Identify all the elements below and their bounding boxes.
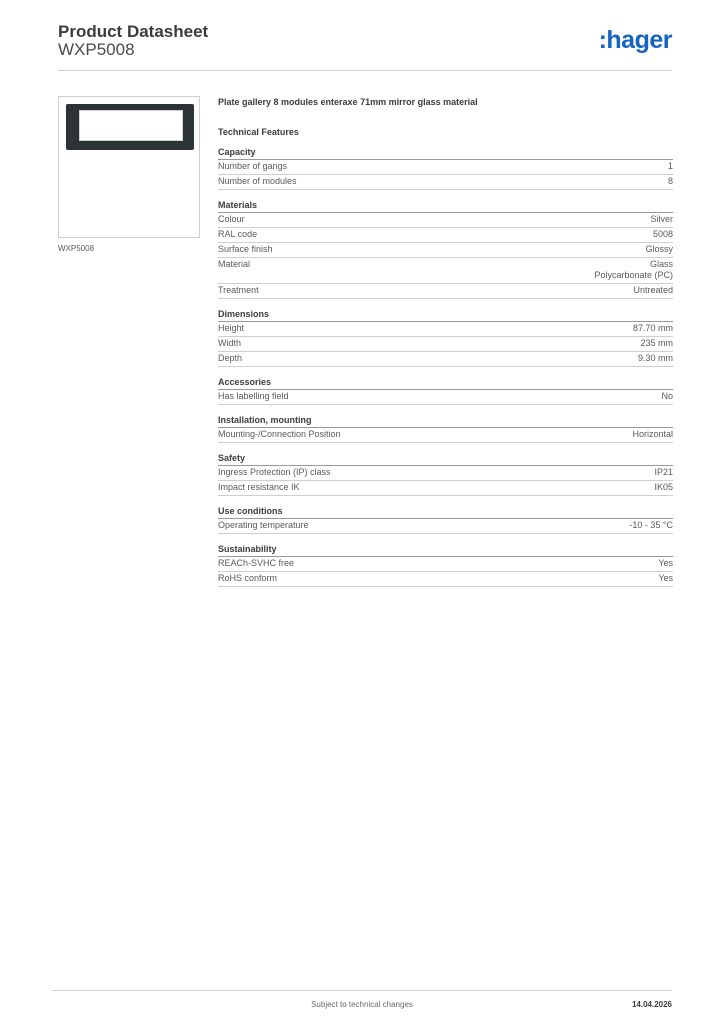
- feature-label: Colour: [218, 214, 245, 224]
- feature-row: [218, 557, 673, 572]
- feature-row: [218, 322, 673, 337]
- feature-row: [218, 428, 673, 443]
- feature-value: [654, 482, 673, 493]
- feature-section: [218, 375, 673, 405]
- feature-label: Width: [218, 338, 242, 348]
- feature-value-line: IK05: [654, 482, 673, 492]
- feature-value: [661, 391, 673, 402]
- hager-logo: :hager: [598, 26, 672, 54]
- feature-row: [218, 466, 673, 481]
- feature-section: [218, 413, 673, 443]
- feature-value-line: IP21: [654, 467, 673, 477]
- feature-label: Ingress Protection (IP) class: [218, 467, 331, 477]
- feature-row: [218, 160, 673, 175]
- feature-value: [633, 323, 673, 334]
- feature-label: Number of gangs: [218, 161, 288, 171]
- feature-label: Depth: [218, 353, 243, 363]
- datasheet-content: [218, 95, 673, 595]
- footer-note: Subject to technical changes: [311, 1000, 413, 1009]
- feature-label: Material: [218, 259, 251, 269]
- technical-features-heading: Technical Features: [218, 127, 299, 137]
- feature-row: [218, 284, 673, 299]
- feature-row: [218, 337, 673, 352]
- plate-window: [79, 110, 183, 141]
- feature-value-line: 87.70 mm: [632, 323, 673, 333]
- page-footer: [52, 990, 672, 1009]
- page-header: [58, 20, 672, 71]
- feature-row: [218, 390, 673, 405]
- feature-value-line: -10 - 35 °C: [629, 520, 673, 530]
- section-title: Installation, mounting: [218, 413, 673, 428]
- feature-label: RAL code: [218, 229, 258, 239]
- section-title: Materials: [218, 198, 673, 213]
- feature-label: REACh-SVHC free: [218, 558, 295, 568]
- feature-section: [218, 307, 673, 367]
- feature-row: [218, 519, 673, 534]
- feature-label: Mounting-/Connection Position: [218, 429, 341, 439]
- feature-section: [218, 198, 673, 299]
- feature-sections: [218, 145, 673, 587]
- footer-date: 14.04.2026: [631, 1000, 672, 1009]
- feature-value: [668, 176, 673, 187]
- feature-value-line: Glossy: [645, 244, 673, 254]
- feature-value-line: 5008: [652, 229, 673, 239]
- section-title: Capacity: [218, 145, 673, 160]
- feature-section: [218, 145, 673, 190]
- feature-value: [650, 214, 673, 225]
- section-title: Use conditions: [218, 504, 673, 519]
- feature-value-line: 9.30 mm: [637, 353, 673, 363]
- feature-label: Has labelling field: [218, 391, 289, 401]
- feature-value: [658, 558, 673, 569]
- feature-row: [218, 228, 673, 243]
- feature-value: [633, 285, 673, 296]
- feature-value: [640, 338, 673, 349]
- page-title: Product Datasheet: [58, 22, 209, 41]
- product-image-caption: WXP5008: [58, 244, 95, 253]
- feature-section: [218, 542, 673, 587]
- feature-value-line: Yes: [658, 558, 673, 568]
- feature-label: Surface finish: [218, 244, 273, 254]
- section-title: Safety: [218, 451, 673, 466]
- feature-value-line: Horizontal: [632, 429, 673, 439]
- feature-value: [658, 573, 673, 584]
- feature-value-line: Silver: [650, 214, 673, 224]
- feature-value: [654, 467, 673, 478]
- feature-row: [218, 572, 673, 587]
- product-image: [58, 96, 200, 238]
- feature-value: [594, 259, 673, 281]
- feature-label: Number of modules: [218, 176, 297, 186]
- feature-label: Operating temperature: [218, 520, 309, 530]
- product-code: WXP5008: [58, 40, 135, 59]
- section-title: Sustainability: [218, 542, 673, 557]
- feature-row: [218, 258, 673, 284]
- feature-value: [629, 520, 673, 531]
- feature-row: [218, 352, 673, 367]
- plate-illustration: [66, 104, 194, 150]
- section-title: Accessories: [218, 375, 673, 390]
- feature-row: [218, 175, 673, 190]
- feature-value-line: Polycarbonate (PC): [594, 270, 673, 280]
- feature-label: RoHS conform: [218, 573, 278, 583]
- feature-label: Height: [218, 323, 245, 333]
- feature-value-line: No: [661, 391, 673, 401]
- feature-value-line: Glass: [649, 259, 673, 269]
- feature-row: [218, 213, 673, 228]
- feature-value-line: 8: [667, 176, 673, 186]
- section-title: Dimensions: [218, 307, 673, 322]
- feature-value: [645, 244, 673, 255]
- feature-row: [218, 243, 673, 258]
- feature-value-line: 235 mm: [640, 338, 673, 348]
- feature-label: Treatment: [218, 285, 259, 295]
- feature-value-line: Untreated: [633, 285, 673, 295]
- feature-section: [218, 504, 673, 534]
- feature-value: [653, 229, 673, 240]
- feature-value: [668, 161, 673, 172]
- feature-value-line: 1: [667, 161, 673, 171]
- feature-label: Impact resistance IK: [218, 482, 300, 492]
- feature-value: [638, 353, 673, 364]
- feature-section: [218, 451, 673, 496]
- product-description: Plate gallery 8 modules enteraxe 71mm mirror glass material: [218, 97, 478, 107]
- feature-value-line: Yes: [658, 573, 673, 583]
- feature-row: [218, 481, 673, 496]
- feature-value: [632, 429, 673, 440]
